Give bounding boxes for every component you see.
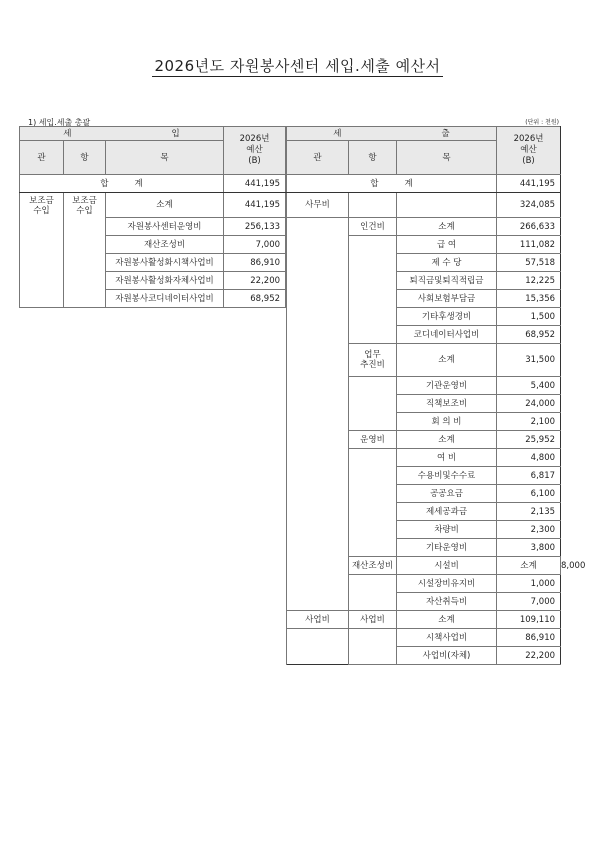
program-subtotal-label: 소계: [397, 611, 497, 629]
revenue-section-header: [20, 127, 286, 141]
revenue-subtotal-amount: 441,195: [224, 193, 286, 218]
section-subtitle: 1) 세입.세출 총괄: [28, 118, 91, 127]
operation-item-amount: 2,135: [497, 503, 561, 521]
asset-item-name: 시설장비유지비: [397, 575, 497, 593]
expenditure-table: [286, 126, 586, 665]
program-hang-span: [349, 629, 397, 665]
asset-hang-label: 시설비: [397, 557, 497, 575]
program-item-amount: 22,200: [497, 647, 561, 665]
office-mok-empty: [397, 193, 497, 218]
asset-subtotal-row: 재산조성비 시설비 소계 8,000: [287, 557, 561, 575]
revenue-item-amount: 256,133: [224, 218, 286, 236]
revenue-item-amount: 7,000: [224, 236, 286, 254]
personnel-hang-label: 인건비: [349, 218, 397, 236]
personnel-subtotal-amount: 266,633: [497, 218, 561, 236]
revenue-gwan-cell: [20, 193, 64, 308]
operation-item-name: 기타운영비: [397, 539, 497, 557]
program-item-amount: 86,910: [497, 629, 561, 647]
revenue-item-amount: 68,952: [224, 290, 286, 308]
personnel-item-name: 사회보험부담금: [397, 290, 497, 308]
operation-item-amount: 6,100: [497, 485, 561, 503]
personnel-item-name: 급 여: [397, 236, 497, 254]
promo-subtotal-label: 소계: [397, 344, 497, 377]
revenue-item-name: 자원봉사활성화시책사업비: [106, 254, 224, 272]
office-gwan-span: [287, 218, 349, 575]
operation-item-amount: 4,800: [497, 449, 561, 467]
expenditure-section-char-2: 출: [441, 128, 450, 139]
personnel-item-name: 퇴직금및퇴직적립금: [397, 272, 497, 290]
revenue-item-name: 재산조성비: [106, 236, 224, 254]
revenue-year-code: (B): [248, 156, 261, 166]
revenue-section-char-1: 세: [63, 128, 72, 139]
revenue-table: [19, 126, 286, 308]
program-item-name: 사업비(자체): [397, 647, 497, 665]
asset-item-amount: 7,000: [497, 593, 561, 611]
personnel-item-amount: 1,500: [497, 308, 561, 326]
asset-gwan-span: [287, 575, 349, 611]
personnel-item-amount: 68,952: [497, 326, 561, 344]
table-row: [287, 575, 561, 593]
revenue-total-amount: 441,195: [224, 175, 286, 193]
revenue-gwan-line-1: 보조금: [29, 196, 54, 206]
expenditure-total-char-1: 합: [370, 178, 379, 189]
promo-hang-line-2: 추진비: [360, 360, 385, 370]
unit-label: (단위 : 천원): [525, 119, 559, 126]
expenditure-total-amount: 441,195: [497, 175, 561, 193]
revenue-section-label: [20, 127, 224, 141]
office-row: [287, 193, 561, 218]
revenue-item-name: 자원봉사코디네이터사업비: [106, 290, 224, 308]
revenue-item-amount: 22,200: [224, 272, 286, 290]
expenditure-section-char-1: 세: [333, 128, 342, 139]
revenue-year-header: [224, 127, 286, 175]
expenditure-header-mok: 목: [397, 141, 497, 175]
personnel-item-name: 제 수 당: [397, 254, 497, 272]
expenditure-section-header: [287, 127, 561, 141]
operation-item-name: 제세공과금: [397, 503, 497, 521]
personnel-hang-span: [349, 236, 397, 344]
expenditure-header-hang: 항: [349, 141, 397, 175]
operation-item-name: 여 비: [397, 449, 497, 467]
operation-item-amount: 2,300: [497, 521, 561, 539]
personnel-subtotal-row: [287, 218, 561, 236]
operation-item-amount: 6,817: [497, 467, 561, 485]
asset-item-name: 자산취득비: [397, 593, 497, 611]
operation-hang-label: 운영비: [349, 431, 397, 449]
page-title-text: 2026년도 자원봉사센터 세입.세출 예산서: [154, 57, 441, 75]
revenue-item-amount: 86,910: [224, 254, 286, 272]
expenditure-section-label: [287, 127, 497, 141]
revenue-year-label: 예산: [246, 145, 263, 155]
operation-item-name: 차량비: [397, 521, 497, 539]
promo-item-amount: 5,400: [497, 377, 561, 395]
revenue-section-char-2: 입: [171, 128, 180, 139]
promo-subtotal-amount: 31,500: [497, 344, 561, 377]
revenue-total-row: [20, 175, 286, 193]
office-amount: 324,085: [497, 193, 561, 218]
promo-hang-label: [349, 344, 397, 377]
program-item-name: 시책사업비: [397, 629, 497, 647]
program-gwan-label: 사업비: [287, 611, 349, 629]
asset-item-amount: 1,000: [497, 575, 561, 593]
expenditure-year-header: [497, 127, 561, 175]
program-subtotal-row: [287, 611, 561, 629]
operation-hang-span: [349, 449, 397, 557]
promo-item-name: 기관운영비: [397, 377, 497, 395]
asset-gwan-label: 재산조성비: [349, 557, 397, 575]
operation-item-name: 수용비및수수료: [397, 467, 497, 485]
revenue-hang-line-1: 보조금: [72, 196, 97, 206]
personnel-item-name: 코디네이터사업비: [397, 326, 497, 344]
asset-subtotal-label: 소계: [497, 557, 561, 575]
revenue-header-gwan: 관: [20, 141, 64, 175]
office-gwan-label: 사무비: [287, 193, 349, 218]
operation-item-amount: 3,800: [497, 539, 561, 557]
revenue-header-hang: 항: [64, 141, 106, 175]
personnel-item-amount: 12,225: [497, 272, 561, 290]
expenditure-year-code: (B): [522, 156, 535, 166]
expenditure-total-char-2: 계: [404, 178, 413, 189]
personnel-subtotal-label: 소계: [397, 218, 497, 236]
revenue-total-label: [20, 175, 224, 193]
expenditure-year: 2026년: [513, 134, 544, 144]
revenue-year: 2026년: [239, 134, 270, 144]
revenue-total-char-2: 계: [134, 178, 143, 189]
expenditure-header-gwan: 관: [287, 141, 349, 175]
expenditure-year-label: 예산: [520, 145, 537, 155]
office-hang-empty: [349, 193, 397, 218]
revenue-total-char-1: 합: [100, 178, 109, 189]
personnel-item-name: 기타후생경비: [397, 308, 497, 326]
revenue-item-name: 자원봉사활성화자체사업비: [106, 272, 224, 290]
personnel-item-amount: 57,518: [497, 254, 561, 272]
personnel-item-amount: 15,356: [497, 290, 561, 308]
promo-item-name: 직책보조비: [397, 395, 497, 413]
promo-item-amount: 2,100: [497, 413, 561, 431]
operation-subtotal-label: 소계: [397, 431, 497, 449]
personnel-item-amount: 111,082: [497, 236, 561, 254]
revenue-subtotal-label: 소계: [106, 193, 224, 218]
promo-item-name: 회 의 비: [397, 413, 497, 431]
page-title: [0, 55, 595, 76]
promo-item-amount: 24,000: [497, 395, 561, 413]
asset-hang-span: [349, 575, 397, 611]
expenditure-total-label: [287, 175, 497, 193]
revenue-hang-line-2: 수입: [76, 206, 93, 216]
revenue-hang-cell: [64, 193, 106, 308]
promo-hang-line-1: 업무: [364, 350, 381, 360]
revenue-header-mok: 목: [106, 141, 224, 175]
revenue-gwan-line-2: 수입: [33, 206, 50, 216]
program-subtotal-amount: 109,110: [497, 611, 561, 629]
revenue-item-name: 자원봉사센터운영비: [106, 218, 224, 236]
revenue-subsidy-row: [20, 193, 286, 218]
table-row: [287, 629, 561, 647]
program-gwan-span: [287, 629, 349, 665]
program-hang-label: 사업비: [349, 611, 397, 629]
expenditure-total-row: [287, 175, 561, 193]
operation-item-name: 공공요금: [397, 485, 497, 503]
promo-hang-span: [349, 377, 397, 431]
operation-subtotal-amount: 25,952: [497, 431, 561, 449]
